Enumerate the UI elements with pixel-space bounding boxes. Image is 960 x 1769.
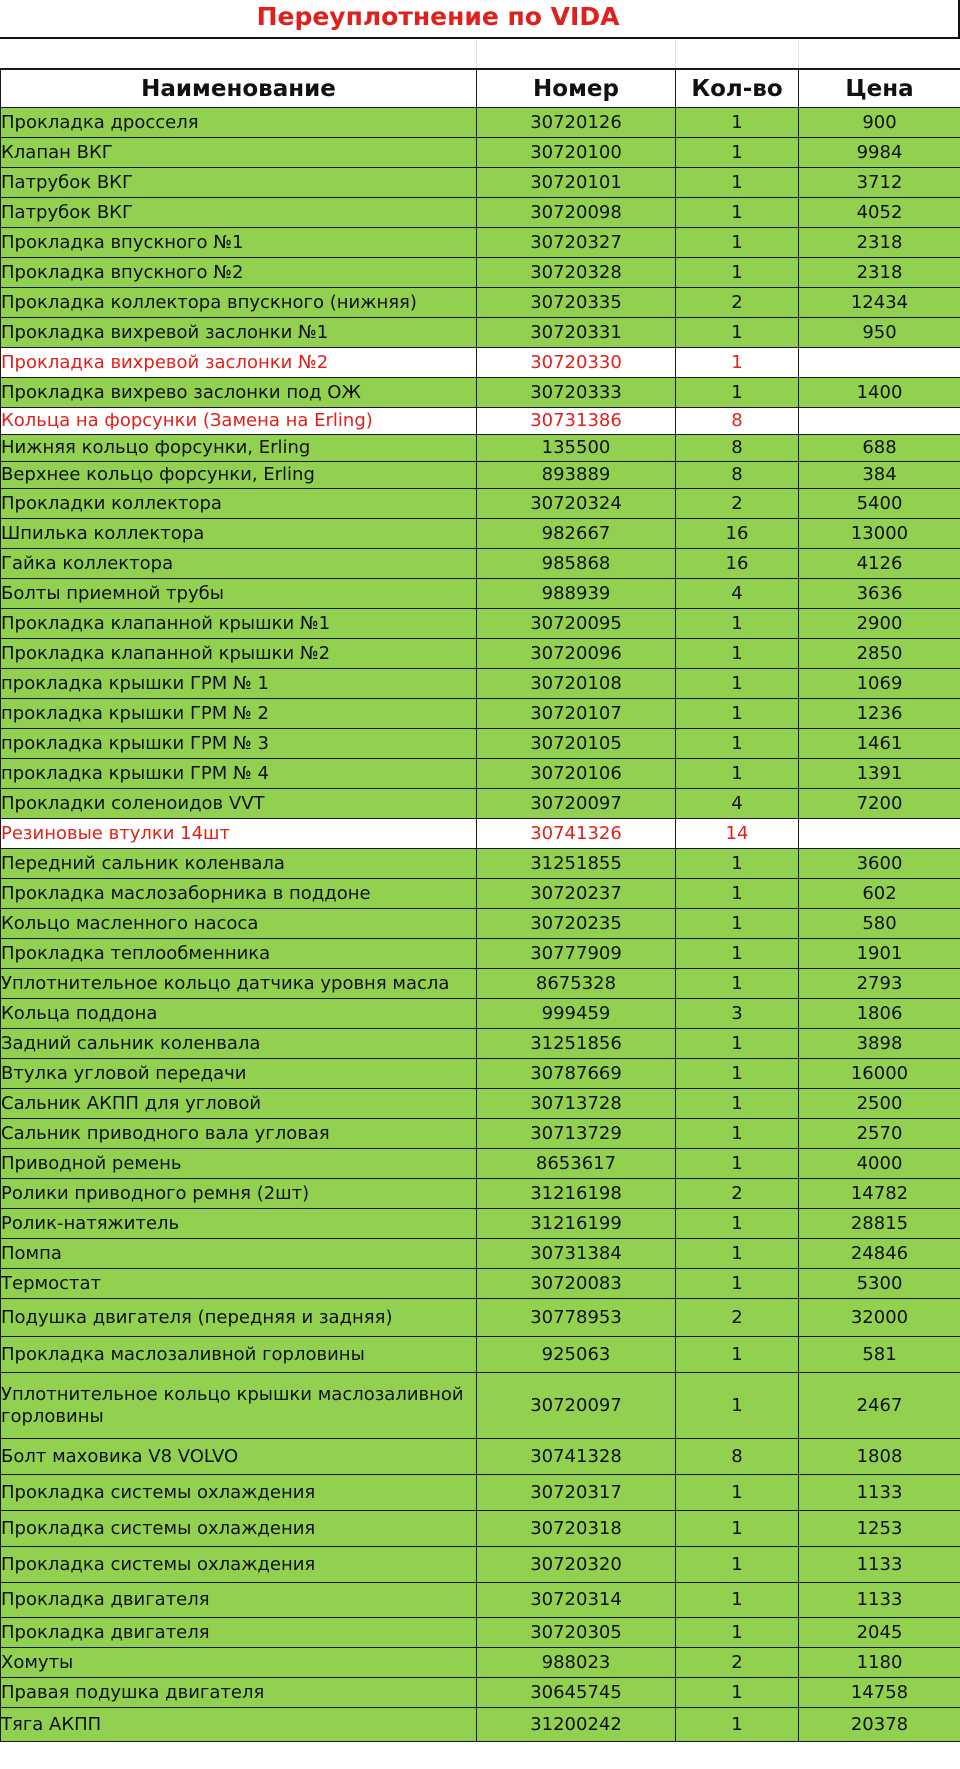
- cell-name[interactable]: Втулка угловой передачи: [1, 1059, 477, 1089]
- table-row: [1, 909, 960, 939]
- cell-number[interactable]: 30720108: [477, 669, 676, 699]
- cell-name[interactable]: Прокладка клапанной крышки №2: [1, 639, 477, 669]
- cell-qty[interactable]: 1: [676, 1239, 799, 1269]
- cell-qty[interactable]: 1: [676, 1209, 799, 1239]
- cell-name[interactable]: Патрубок ВКГ: [1, 198, 477, 228]
- cell-qty[interactable]: 1: [676, 378, 799, 408]
- cell-price[interactable]: 5300: [799, 1269, 960, 1299]
- cell-name[interactable]: прокладка крышки ГРМ № 4: [1, 759, 477, 789]
- cell-price[interactable]: 1391: [799, 759, 960, 789]
- cell-name[interactable]: Тяга АКПП: [1, 1708, 477, 1742]
- cell-name[interactable]: Кольцо масленного насоса: [1, 909, 477, 939]
- cell-qty[interactable]: 1: [676, 1149, 799, 1179]
- table-row: [1, 435, 960, 462]
- cell-number[interactable]: 30720335: [477, 288, 676, 318]
- table-row: [1, 1511, 960, 1547]
- table-row: [1, 819, 960, 849]
- cell-name[interactable]: Болт маховика V8 VOLVO: [1, 1439, 477, 1475]
- cell-number[interactable]: 30720320: [477, 1547, 676, 1583]
- cell-qty[interactable]: 2: [676, 489, 799, 519]
- cell-price[interactable]: 2793: [799, 969, 960, 999]
- empty-row[interactable]: [0, 39, 960, 68]
- cell-qty[interactable]: 2: [676, 1179, 799, 1209]
- cell-number[interactable]: 30713729: [477, 1119, 676, 1149]
- cell-number[interactable]: 30720095: [477, 609, 676, 639]
- table-row: [1, 639, 960, 669]
- cell-number[interactable]: 30787669: [477, 1059, 676, 1089]
- cell-qty[interactable]: 1: [676, 1511, 799, 1547]
- table-row: [1, 168, 960, 198]
- cell-qty[interactable]: 1: [676, 669, 799, 699]
- cell-number[interactable]: 30720097: [477, 789, 676, 819]
- cell-number[interactable]: 30720105: [477, 729, 676, 759]
- table-row: [1, 549, 960, 579]
- table-row: [1, 318, 960, 348]
- cell-name[interactable]: Верхнее кольцо форсунки, Erling: [1, 462, 477, 489]
- table-row: [1, 378, 960, 408]
- cell-name[interactable]: Клапан ВКГ: [1, 138, 477, 168]
- table-row: [1, 1618, 960, 1648]
- cell-price[interactable]: 1400: [799, 378, 960, 408]
- cell-price[interactable]: 2467: [799, 1373, 960, 1439]
- cell-qty[interactable]: 1: [676, 258, 799, 288]
- table-row: [1, 228, 960, 258]
- cell-number[interactable]: 30720333: [477, 378, 676, 408]
- table-row: [1, 288, 960, 318]
- cell-price[interactable]: 1133: [799, 1475, 960, 1511]
- cell-number[interactable]: 30720327: [477, 228, 676, 258]
- parts-table: [0, 68, 960, 1742]
- cell-price[interactable]: 900: [799, 108, 960, 138]
- cell-price[interactable]: 1133: [799, 1583, 960, 1618]
- cell-qty[interactable]: 1: [676, 108, 799, 138]
- cell-qty[interactable]: 1: [676, 849, 799, 879]
- cell-price[interactable]: 4126: [799, 549, 960, 579]
- cell-price[interactable]: 2318: [799, 228, 960, 258]
- table-row: [1, 969, 960, 999]
- cell-price[interactable]: 14758: [799, 1678, 960, 1708]
- cell-name[interactable]: Приводной ремень: [1, 1149, 477, 1179]
- cell-name[interactable]: Прокладка клапанной крышки №1: [1, 609, 477, 639]
- cell-qty[interactable]: 2: [676, 288, 799, 318]
- table-row: [1, 999, 960, 1029]
- cell-name[interactable]: Гайка коллектора: [1, 549, 477, 579]
- cell-price[interactable]: 384: [799, 462, 960, 489]
- cell-price[interactable]: 2045: [799, 1618, 960, 1648]
- cell-number[interactable]: 31216199: [477, 1209, 676, 1239]
- cell-name[interactable]: Прокладка двигателя: [1, 1583, 477, 1618]
- cell-name[interactable]: Уплотнительное кольцо крышки маслозаливной горловины: [1, 1373, 477, 1439]
- cell-qty[interactable]: 1: [676, 879, 799, 909]
- cell-number[interactable]: 31216198: [477, 1179, 676, 1209]
- cell-number[interactable]: 30720107: [477, 699, 676, 729]
- cell-qty[interactable]: 1: [676, 138, 799, 168]
- cell-price[interactable]: 1253: [799, 1511, 960, 1547]
- cell-price[interactable]: 1069: [799, 669, 960, 699]
- cell-name[interactable]: Прокладка маслозаборника в поддоне: [1, 879, 477, 909]
- cell-name[interactable]: Патрубок ВКГ: [1, 168, 477, 198]
- column-header-name[interactable]: Наименование: [1, 69, 477, 108]
- cell-name[interactable]: Прокладка дросселя: [1, 108, 477, 138]
- table-row: [1, 198, 960, 228]
- cell-name[interactable]: Хомуты: [1, 1648, 477, 1678]
- table-row: [1, 1059, 960, 1089]
- cell-name[interactable]: прокладка крышки ГРМ № 3: [1, 729, 477, 759]
- cell-qty[interactable]: 8: [676, 435, 799, 462]
- cell-number[interactable]: 30720096: [477, 639, 676, 669]
- cell-number[interactable]: 31200242: [477, 1708, 676, 1742]
- table-row: [1, 1373, 960, 1439]
- cell-number[interactable]: 999459: [477, 999, 676, 1029]
- column-header-number[interactable]: Номер: [477, 69, 676, 108]
- cell-price[interactable]: 3600: [799, 849, 960, 879]
- cell-price[interactable]: [799, 408, 960, 435]
- cell-price[interactable]: 13000: [799, 519, 960, 549]
- cell-name[interactable]: Прокладка вихревой заслонки №1: [1, 318, 477, 348]
- cell-name[interactable]: Резиновые втулки 14шт: [1, 819, 477, 849]
- cell-name[interactable]: Прокладка системы охлаждения: [1, 1511, 477, 1547]
- cell-qty[interactable]: 1: [676, 1029, 799, 1059]
- table-header-row: [1, 69, 960, 108]
- cell-name[interactable]: Прокладка двигателя: [1, 1618, 477, 1648]
- cell-qty[interactable]: 1: [676, 318, 799, 348]
- cell-number[interactable]: 30720101: [477, 168, 676, 198]
- table-row: [1, 1475, 960, 1511]
- cell-qty[interactable]: 1: [676, 1119, 799, 1149]
- column-header-price[interactable]: Цена: [799, 69, 960, 108]
- cell-price[interactable]: [799, 348, 960, 378]
- cell-name[interactable]: Прокладка впускного №1: [1, 228, 477, 258]
- cell-number[interactable]: 31251856: [477, 1029, 676, 1059]
- cell-number[interactable]: 893889: [477, 462, 676, 489]
- cell-price[interactable]: 1901: [799, 939, 960, 969]
- cell-number[interactable]: 30778953: [477, 1299, 676, 1337]
- table-row: [1, 408, 960, 435]
- table-body: [1, 108, 960, 1742]
- cell-qty[interactable]: 1: [676, 198, 799, 228]
- table-row: [1, 462, 960, 489]
- cell-qty[interactable]: 1: [676, 348, 799, 378]
- cell-price[interactable]: 580: [799, 909, 960, 939]
- table-row: [1, 138, 960, 168]
- cell-qty[interactable]: 1: [676, 1269, 799, 1299]
- cell-qty[interactable]: 4: [676, 579, 799, 609]
- cell-price[interactable]: 4052: [799, 198, 960, 228]
- cell-price[interactable]: 581: [799, 1337, 960, 1373]
- table-row: [1, 759, 960, 789]
- table-row: [1, 669, 960, 699]
- table-row: [1, 489, 960, 519]
- table-row: [1, 1299, 960, 1337]
- cell-price[interactable]: 2318: [799, 258, 960, 288]
- cell-number[interactable]: 30720237: [477, 879, 676, 909]
- cell-qty[interactable]: 16: [676, 549, 799, 579]
- table-row: [1, 879, 960, 909]
- cell-qty[interactable]: 8: [676, 408, 799, 435]
- cell-name[interactable]: Подушка двигателя (передняя и задняя): [1, 1299, 477, 1337]
- cell-price[interactable]: 7200: [799, 789, 960, 819]
- cell-name[interactable]: Уплотнительное кольцо датчика уровня масла: [1, 969, 477, 999]
- cell-number[interactable]: 30731384: [477, 1239, 676, 1269]
- table-row: [1, 579, 960, 609]
- cell-number[interactable]: 30720126: [477, 108, 676, 138]
- table-row: [1, 348, 960, 378]
- cell-qty[interactable]: 1: [676, 969, 799, 999]
- table-row: [1, 1708, 960, 1742]
- cell-qty[interactable]: 2: [676, 1299, 799, 1337]
- cell-qty[interactable]: 1: [676, 729, 799, 759]
- cell-qty[interactable]: 3: [676, 999, 799, 1029]
- cell-qty[interactable]: 8: [676, 1439, 799, 1475]
- cell-number[interactable]: 30720235: [477, 909, 676, 939]
- cell-name[interactable]: Задний сальник коленвала: [1, 1029, 477, 1059]
- cell-number[interactable]: 982667: [477, 519, 676, 549]
- table-row: [1, 699, 960, 729]
- table-row: [1, 108, 960, 138]
- cell-number[interactable]: 30720098: [477, 198, 676, 228]
- cell-name[interactable]: Прокладка вихревой заслонки №2: [1, 348, 477, 378]
- table-row: [1, 1119, 960, 1149]
- cell-number[interactable]: 30720330: [477, 348, 676, 378]
- cell-name[interactable]: Ролики приводного ремня (2шт): [1, 1179, 477, 1209]
- cell-qty[interactable]: 1: [676, 1583, 799, 1618]
- cell-price[interactable]: [799, 819, 960, 849]
- cell-number[interactable]: 30645745: [477, 1678, 676, 1708]
- cell-price[interactable]: 2850: [799, 639, 960, 669]
- table-row: [1, 1337, 960, 1373]
- table-row: [1, 1149, 960, 1179]
- cell-number[interactable]: 30741328: [477, 1439, 676, 1475]
- cell-qty[interactable]: 1: [676, 228, 799, 258]
- table-row: [1, 609, 960, 639]
- cell-qty[interactable]: 4: [676, 789, 799, 819]
- cell-name[interactable]: Прокладка теплообменника: [1, 939, 477, 969]
- table-row: [1, 519, 960, 549]
- cell-name[interactable]: Сальник приводного вала угловая: [1, 1119, 477, 1149]
- cell-number[interactable]: 31251855: [477, 849, 676, 879]
- cell-price[interactable]: 1180: [799, 1648, 960, 1678]
- cell-number[interactable]: 30777909: [477, 939, 676, 969]
- cell-qty[interactable]: 1: [676, 939, 799, 969]
- cell-name[interactable]: Прокладка системы охлаждения: [1, 1475, 477, 1511]
- cell-qty[interactable]: 1: [676, 1059, 799, 1089]
- table-row: [1, 729, 960, 759]
- cell-name[interactable]: Правая подушка двигателя: [1, 1678, 477, 1708]
- cell-qty[interactable]: 1: [676, 1373, 799, 1439]
- cell-name[interactable]: Кольца на форсунки (Замена на Erling): [1, 408, 477, 435]
- cell-number[interactable]: 30720317: [477, 1475, 676, 1511]
- cell-price[interactable]: 4000: [799, 1149, 960, 1179]
- cell-price[interactable]: 20378: [799, 1708, 960, 1742]
- cell-qty[interactable]: 1: [676, 1678, 799, 1708]
- cell-name[interactable]: Помпа: [1, 1239, 477, 1269]
- cell-name[interactable]: Шпилька коллектора: [1, 519, 477, 549]
- cell-number[interactable]: 30720100: [477, 138, 676, 168]
- cell-name[interactable]: Кольца поддона: [1, 999, 477, 1029]
- table-row: [1, 1547, 960, 1583]
- cell-qty[interactable]: 1: [676, 1475, 799, 1511]
- cell-price[interactable]: 3712: [799, 168, 960, 198]
- cell-name[interactable]: Прокладка впускного №2: [1, 258, 477, 288]
- cell-price[interactable]: 2570: [799, 1119, 960, 1149]
- table-row: [1, 1239, 960, 1269]
- cell-qty[interactable]: 1: [676, 1547, 799, 1583]
- cell-qty[interactable]: 14: [676, 819, 799, 849]
- cell-name[interactable]: прокладка крышки ГРМ № 2: [1, 699, 477, 729]
- cell-number[interactable]: 30720305: [477, 1618, 676, 1648]
- cell-number[interactable]: 30720318: [477, 1511, 676, 1547]
- cell-qty[interactable]: 1: [676, 168, 799, 198]
- cell-number[interactable]: 988023: [477, 1648, 676, 1678]
- cell-price[interactable]: 602: [799, 879, 960, 909]
- cell-number[interactable]: 30731386: [477, 408, 676, 435]
- table-row: [1, 1439, 960, 1475]
- cell-name[interactable]: Прокладка коллектора впускного (нижняя): [1, 288, 477, 318]
- cell-price[interactable]: 688: [799, 435, 960, 462]
- cell-qty[interactable]: 1: [676, 1708, 799, 1742]
- cell-price[interactable]: 1806: [799, 999, 960, 1029]
- cell-price[interactable]: 2500: [799, 1089, 960, 1119]
- table-row: [1, 258, 960, 288]
- cell-number[interactable]: 925063: [477, 1337, 676, 1373]
- table-row: [1, 1648, 960, 1678]
- cell-number[interactable]: 30720083: [477, 1269, 676, 1299]
- table-row: [1, 1583, 960, 1618]
- cell-name[interactable]: Нижняя кольцо форсунки, Erling: [1, 435, 477, 462]
- cell-price[interactable]: 1236: [799, 699, 960, 729]
- cell-name[interactable]: Прокладка системы охлаждения: [1, 1547, 477, 1583]
- cell-qty[interactable]: 16: [676, 519, 799, 549]
- cell-number[interactable]: 30720324: [477, 489, 676, 519]
- cell-price[interactable]: 9984: [799, 138, 960, 168]
- table-row: [1, 1029, 960, 1059]
- cell-qty[interactable]: 1: [676, 909, 799, 939]
- table-row: [1, 1089, 960, 1119]
- cell-name[interactable]: Прокладки коллектора: [1, 489, 477, 519]
- cell-price[interactable]: 950: [799, 318, 960, 348]
- cell-price[interactable]: 3898: [799, 1029, 960, 1059]
- cell-name[interactable]: Прокладка вихрево заслонки под ОЖ: [1, 378, 477, 408]
- cell-number[interactable]: 8675328: [477, 969, 676, 999]
- cell-number[interactable]: 30720106: [477, 759, 676, 789]
- cell-number[interactable]: 30720331: [477, 318, 676, 348]
- table-row: [1, 1678, 960, 1708]
- cell-price[interactable]: 32000: [799, 1299, 960, 1337]
- cell-price[interactable]: 3636: [799, 579, 960, 609]
- cell-qty[interactable]: 1: [676, 639, 799, 669]
- cell-qty[interactable]: 1: [676, 759, 799, 789]
- cell-price[interactable]: 1133: [799, 1547, 960, 1583]
- cell-price[interactable]: 1461: [799, 729, 960, 759]
- cell-number[interactable]: 135500: [477, 435, 676, 462]
- cell-qty[interactable]: 1: [676, 699, 799, 729]
- cell-number[interactable]: 8653617: [477, 1149, 676, 1179]
- cell-price[interactable]: 12434: [799, 288, 960, 318]
- table-row: [1, 1209, 960, 1239]
- cell-name[interactable]: Ролик-натяжитель: [1, 1209, 477, 1239]
- cell-price[interactable]: 16000: [799, 1059, 960, 1089]
- cell-number[interactable]: 30720097: [477, 1373, 676, 1439]
- cell-number[interactable]: 30713728: [477, 1089, 676, 1119]
- cell-name[interactable]: Сальник АКПП для угловой: [1, 1089, 477, 1119]
- cell-qty[interactable]: 1: [676, 609, 799, 639]
- cell-number[interactable]: 988939: [477, 579, 676, 609]
- cell-name[interactable]: Прокладка маслозаливной горловины: [1, 1337, 477, 1373]
- cell-price[interactable]: 14782: [799, 1179, 960, 1209]
- cell-name[interactable]: Термостат: [1, 1269, 477, 1299]
- cell-name[interactable]: прокладка крышки ГРМ № 1: [1, 669, 477, 699]
- title-cell[interactable]: [0, 0, 960, 39]
- cell-price[interactable]: 24846: [799, 1239, 960, 1269]
- cell-qty[interactable]: 1: [676, 1089, 799, 1119]
- cell-price[interactable]: 28815: [799, 1209, 960, 1239]
- cell-number[interactable]: 985868: [477, 549, 676, 579]
- table-row: [1, 939, 960, 969]
- cell-name[interactable]: Прокладки соленоидов VVT: [1, 789, 477, 819]
- table-row: [1, 1269, 960, 1299]
- cell-qty[interactable]: 8: [676, 462, 799, 489]
- cell-name[interactable]: Болты приемной трубы: [1, 579, 477, 609]
- sheet-title: Переуплотнение по VIDA: [256, 2, 620, 31]
- cell-name[interactable]: Передний сальник коленвала: [1, 849, 477, 879]
- cell-price[interactable]: 1808: [799, 1439, 960, 1475]
- cell-qty[interactable]: 2: [676, 1648, 799, 1678]
- cell-qty[interactable]: 1: [676, 1337, 799, 1373]
- table-row: [1, 849, 960, 879]
- cell-number[interactable]: 30720314: [477, 1583, 676, 1618]
- table-row: [1, 1179, 960, 1209]
- cell-number[interactable]: 30741326: [477, 819, 676, 849]
- column-header-qty[interactable]: Кол-во: [676, 69, 799, 108]
- cell-qty[interactable]: 1: [676, 1618, 799, 1648]
- table-row: [1, 789, 960, 819]
- cell-price[interactable]: 5400: [799, 489, 960, 519]
- cell-price[interactable]: 2900: [799, 609, 960, 639]
- cell-number[interactable]: 30720328: [477, 258, 676, 288]
